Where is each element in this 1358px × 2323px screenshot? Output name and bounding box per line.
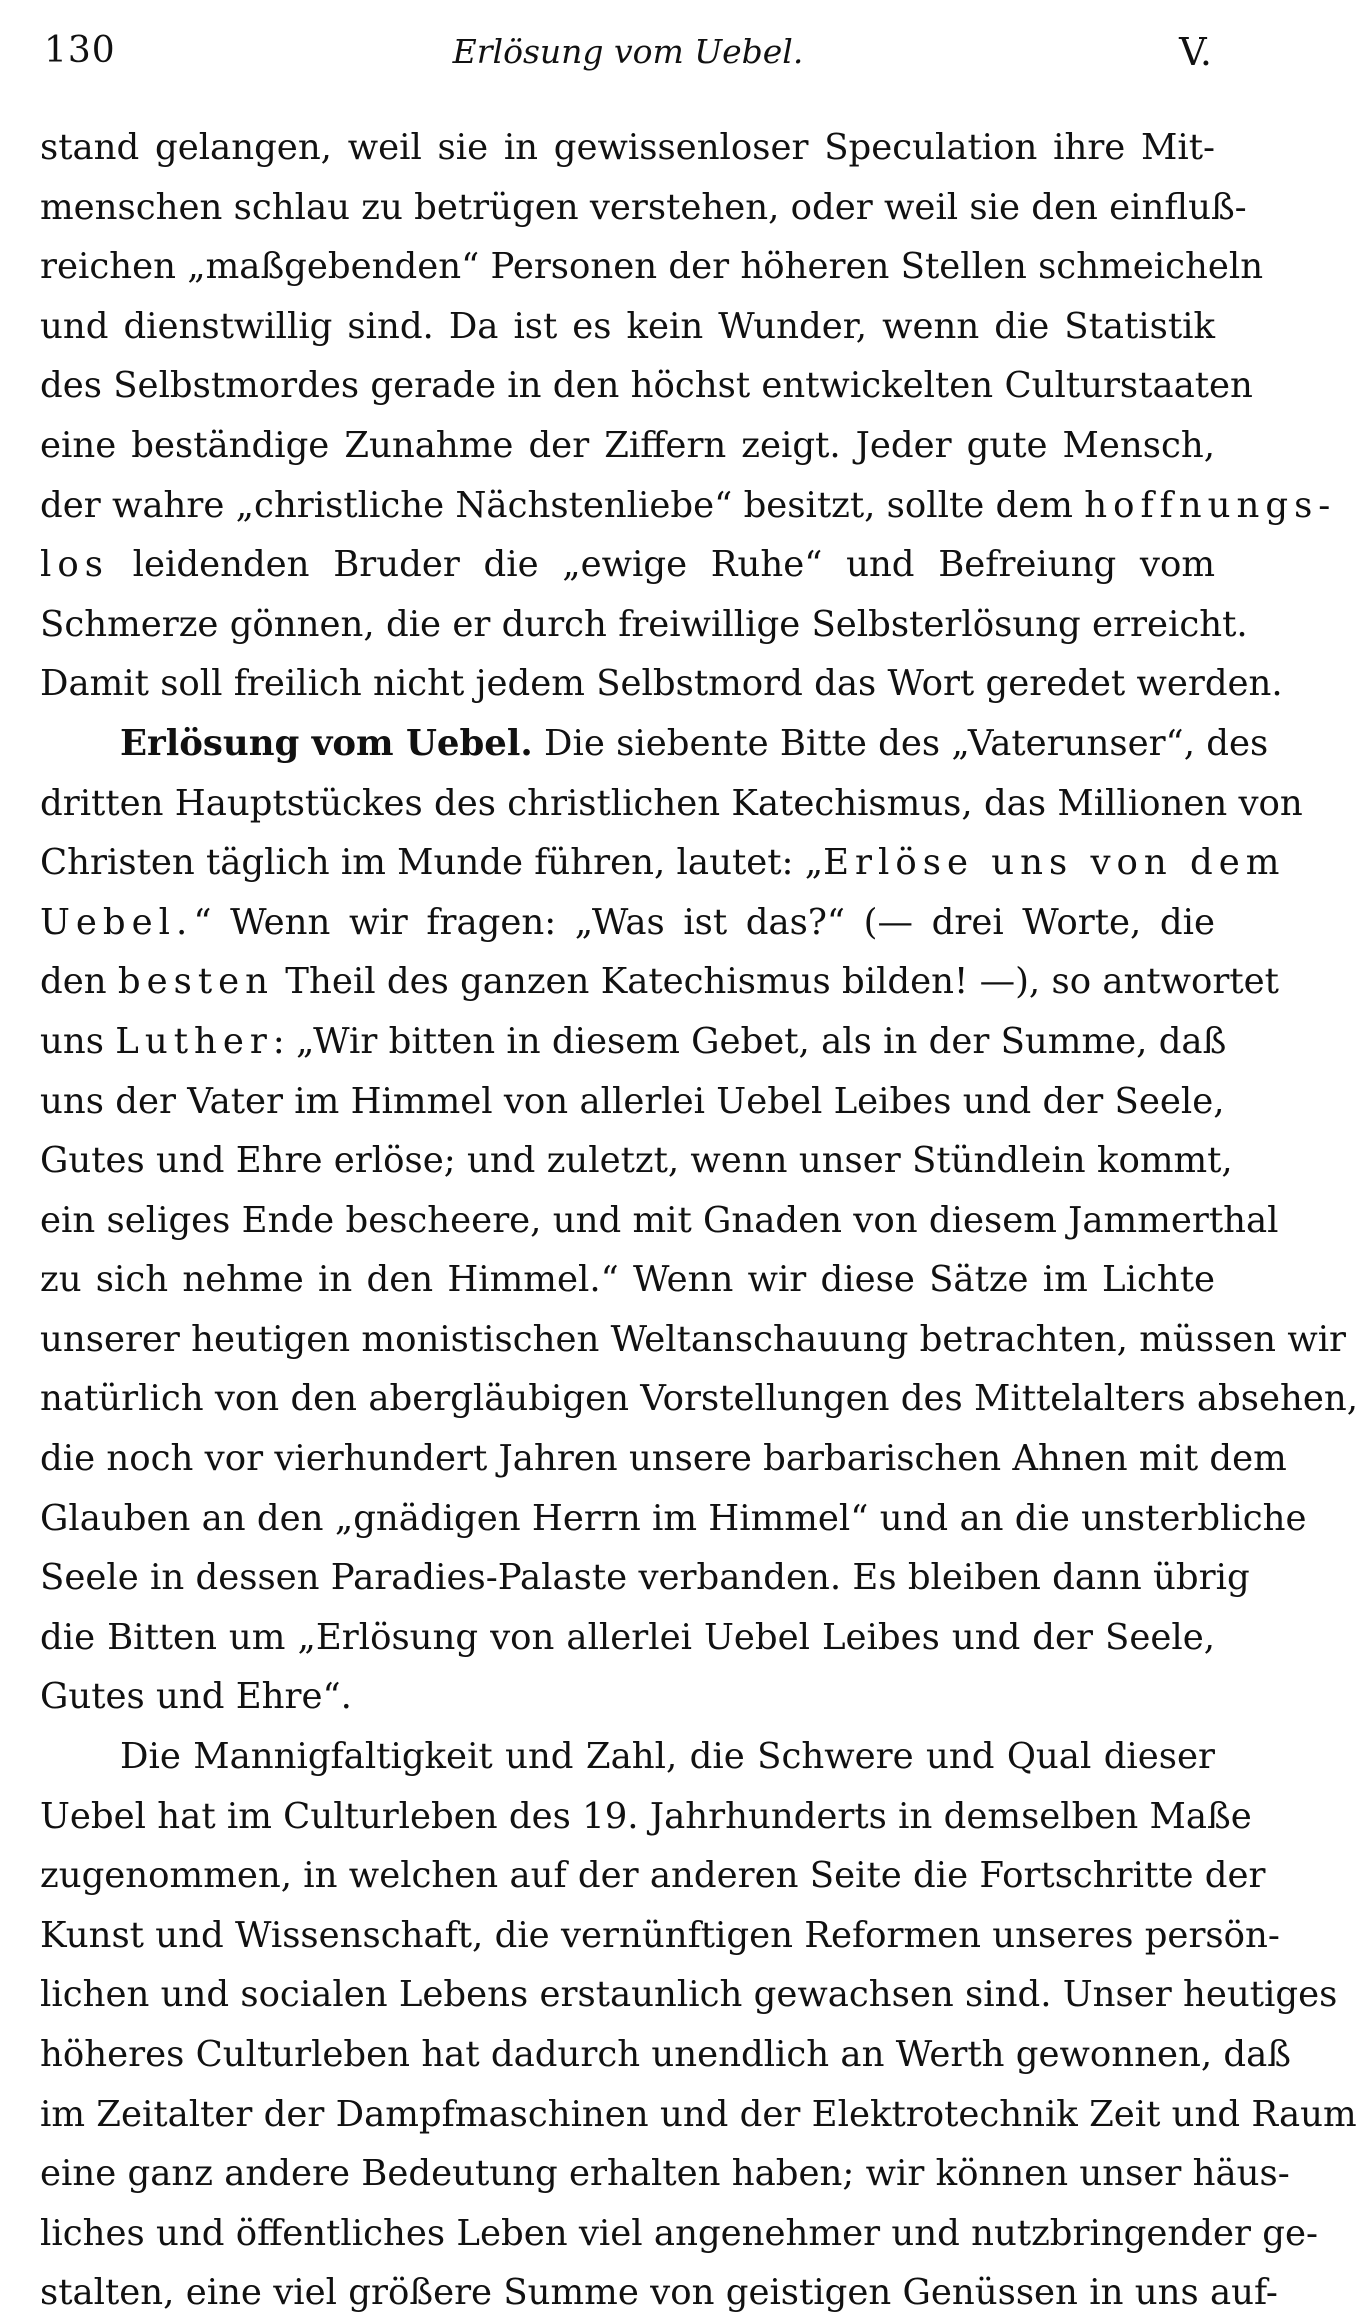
text-line: zugenommen, in welchen auf der anderen Seite die Fortschritte der — [40, 1855, 1266, 1897]
text-line: der wahre „christliche Nächstenliebe“ besitzt, sollte dem hoffnungs- — [40, 484, 1337, 526]
text-line: uns Luther: „Wir bitten in diesem Gebet, als in der Summe, daß — [40, 1020, 1227, 1062]
text-line: unserer heutigen monistischen Weltanschauung betrachten, müssen wir — [40, 1318, 1347, 1360]
text-line: höheres Culturleben hat dadurch unendlich an Werth gewonnen, daß — [40, 2034, 1291, 2075]
text-line: natürlich von den abergläubigen Vorstellungen des Mittelalters absehen, — [40, 1378, 1358, 1420]
text-line: zu sich nehme in den Himmel.“ Wenn wir diese Sätze im Lichte — [40, 1259, 1215, 1301]
text-line: den besten Theil des ganzen Katechismus bilden! —), so antwortet — [40, 961, 1279, 1003]
spaced-emphasis: besten — [117, 961, 274, 1003]
section-heading-line: Erlösung vom Uebel. Die siebente Bitte des „Vaterunser“, des — [120, 722, 1269, 764]
spaced-emphasis: Uebel. — [40, 901, 194, 943]
running-title: Erlösung vom Uebel. — [452, 32, 804, 71]
text-line: Glauben an den „gnädigen Herrn im Himmel“ und an die unsterbliche — [40, 1497, 1307, 1539]
text-line: Damit soll freilich nicht jedem Selbstmord das Wort geredet werden. — [40, 663, 1283, 705]
text-line: lichen und socialen Lebens erstaunlich gewachsen sind. Unser heutiges — [40, 1974, 1338, 2016]
text-line: Schmerze gönnen, die er durch freiwillige Selbsterlösung erreicht. — [40, 603, 1248, 645]
text-line: ein seliges Ende bescheere, und mit Gnaden von diesem Jammerthal — [40, 1199, 1279, 1241]
text-line: dritten Hauptstückes des christlichen Katechismus, das Millionen von — [40, 782, 1303, 824]
text-line: uns der Vater im Himmel von allerlei Uebel Leibes und der Seele, — [40, 1080, 1225, 1122]
page-number: 130 — [44, 30, 116, 71]
text-line: Uebel hat im Culturleben des 19. Jahrhunderts in demselben Maße — [40, 1795, 1252, 1837]
chapter-marker: V. — [1179, 30, 1212, 74]
paragraph-start-line: Die Mannigfaltigkeit und Zahl, die Schwere und Qual dieser — [120, 1736, 1215, 1778]
text-line: des Selbstmordes gerade in den höchst entwickelten Culturstaaten — [40, 365, 1253, 407]
text-line: Seele in dessen Paradies-Palaste verbanden. Es bleiben dann übrig — [40, 1557, 1250, 1599]
spaced-emphasis: hoffnungs- — [1084, 484, 1337, 526]
text-line: stand gelangen, weil sie in gewissenloser Speculation ihre Mit- — [40, 127, 1215, 168]
text-line: im Zeitalter der Dampfmaschinen und der Elektrotechnik Zeit und Raum — [40, 2093, 1357, 2135]
text-line: Kunst und Wissenschaft, die vernünftigen Reformen unseres persön- — [40, 1914, 1280, 1956]
text-line: reichen „maßgebenden“ Personen der höheren Stellen schmeicheln — [40, 246, 1264, 288]
spaced-emphasis: los — [40, 544, 109, 586]
text-line: stalten, eine viel größere Summe von geistigen Genüssen in uns auf- — [40, 2272, 1278, 2314]
text-line: die noch vor vierhundert Jahren unsere barbarischen Ahnen mit dem — [40, 1438, 1287, 1480]
text-line: und dienstwillig sind. Da ist es kein Wunder, wenn die Statistik — [40, 305, 1215, 347]
text-line: Gutes und Ehre“. — [40, 1676, 352, 1718]
text-line: liches und öffentliches Leben viel angenehmer und nutzbringender ge- — [40, 2212, 1318, 2254]
text-line: eine beständige Zunahme der Ziffern zeigt. Jeder gute Mensch, — [40, 424, 1215, 466]
text-line: los leidenden Bruder die „ewige Ruhe“ und Befreiung vom — [40, 544, 1215, 586]
text-line: Christen täglich im Munde führen, lautet: „Erlöse uns von dem — [40, 842, 1286, 884]
text-line: Gutes und Ehre erlöse; und zuletzt, wenn unser Stündlein kommt, — [40, 1140, 1233, 1182]
running-header — [44, 30, 1212, 86]
section-heading: Erlösung vom Uebel. — [120, 722, 533, 764]
text-line: die Bitten um „Erlösung von allerlei Uebel Leibes und der Seele, — [40, 1616, 1215, 1658]
text-line: menschen schlau zu betrügen verstehen, oder weil sie den einfluß- — [40, 186, 1247, 228]
spaced-emphasis: Erlöse uns von dem — [823, 842, 1286, 884]
text-line: eine ganz andere Bedeutung erhalten haben; wir können unser häus- — [40, 2153, 1290, 2195]
body-text — [40, 118, 1358, 2323]
text-line: Uebel.“ Wenn wir fragen: „Was ist das?“ (— drei Worte, die — [40, 901, 1215, 943]
spaced-emphasis: Luther — [115, 1020, 273, 1062]
